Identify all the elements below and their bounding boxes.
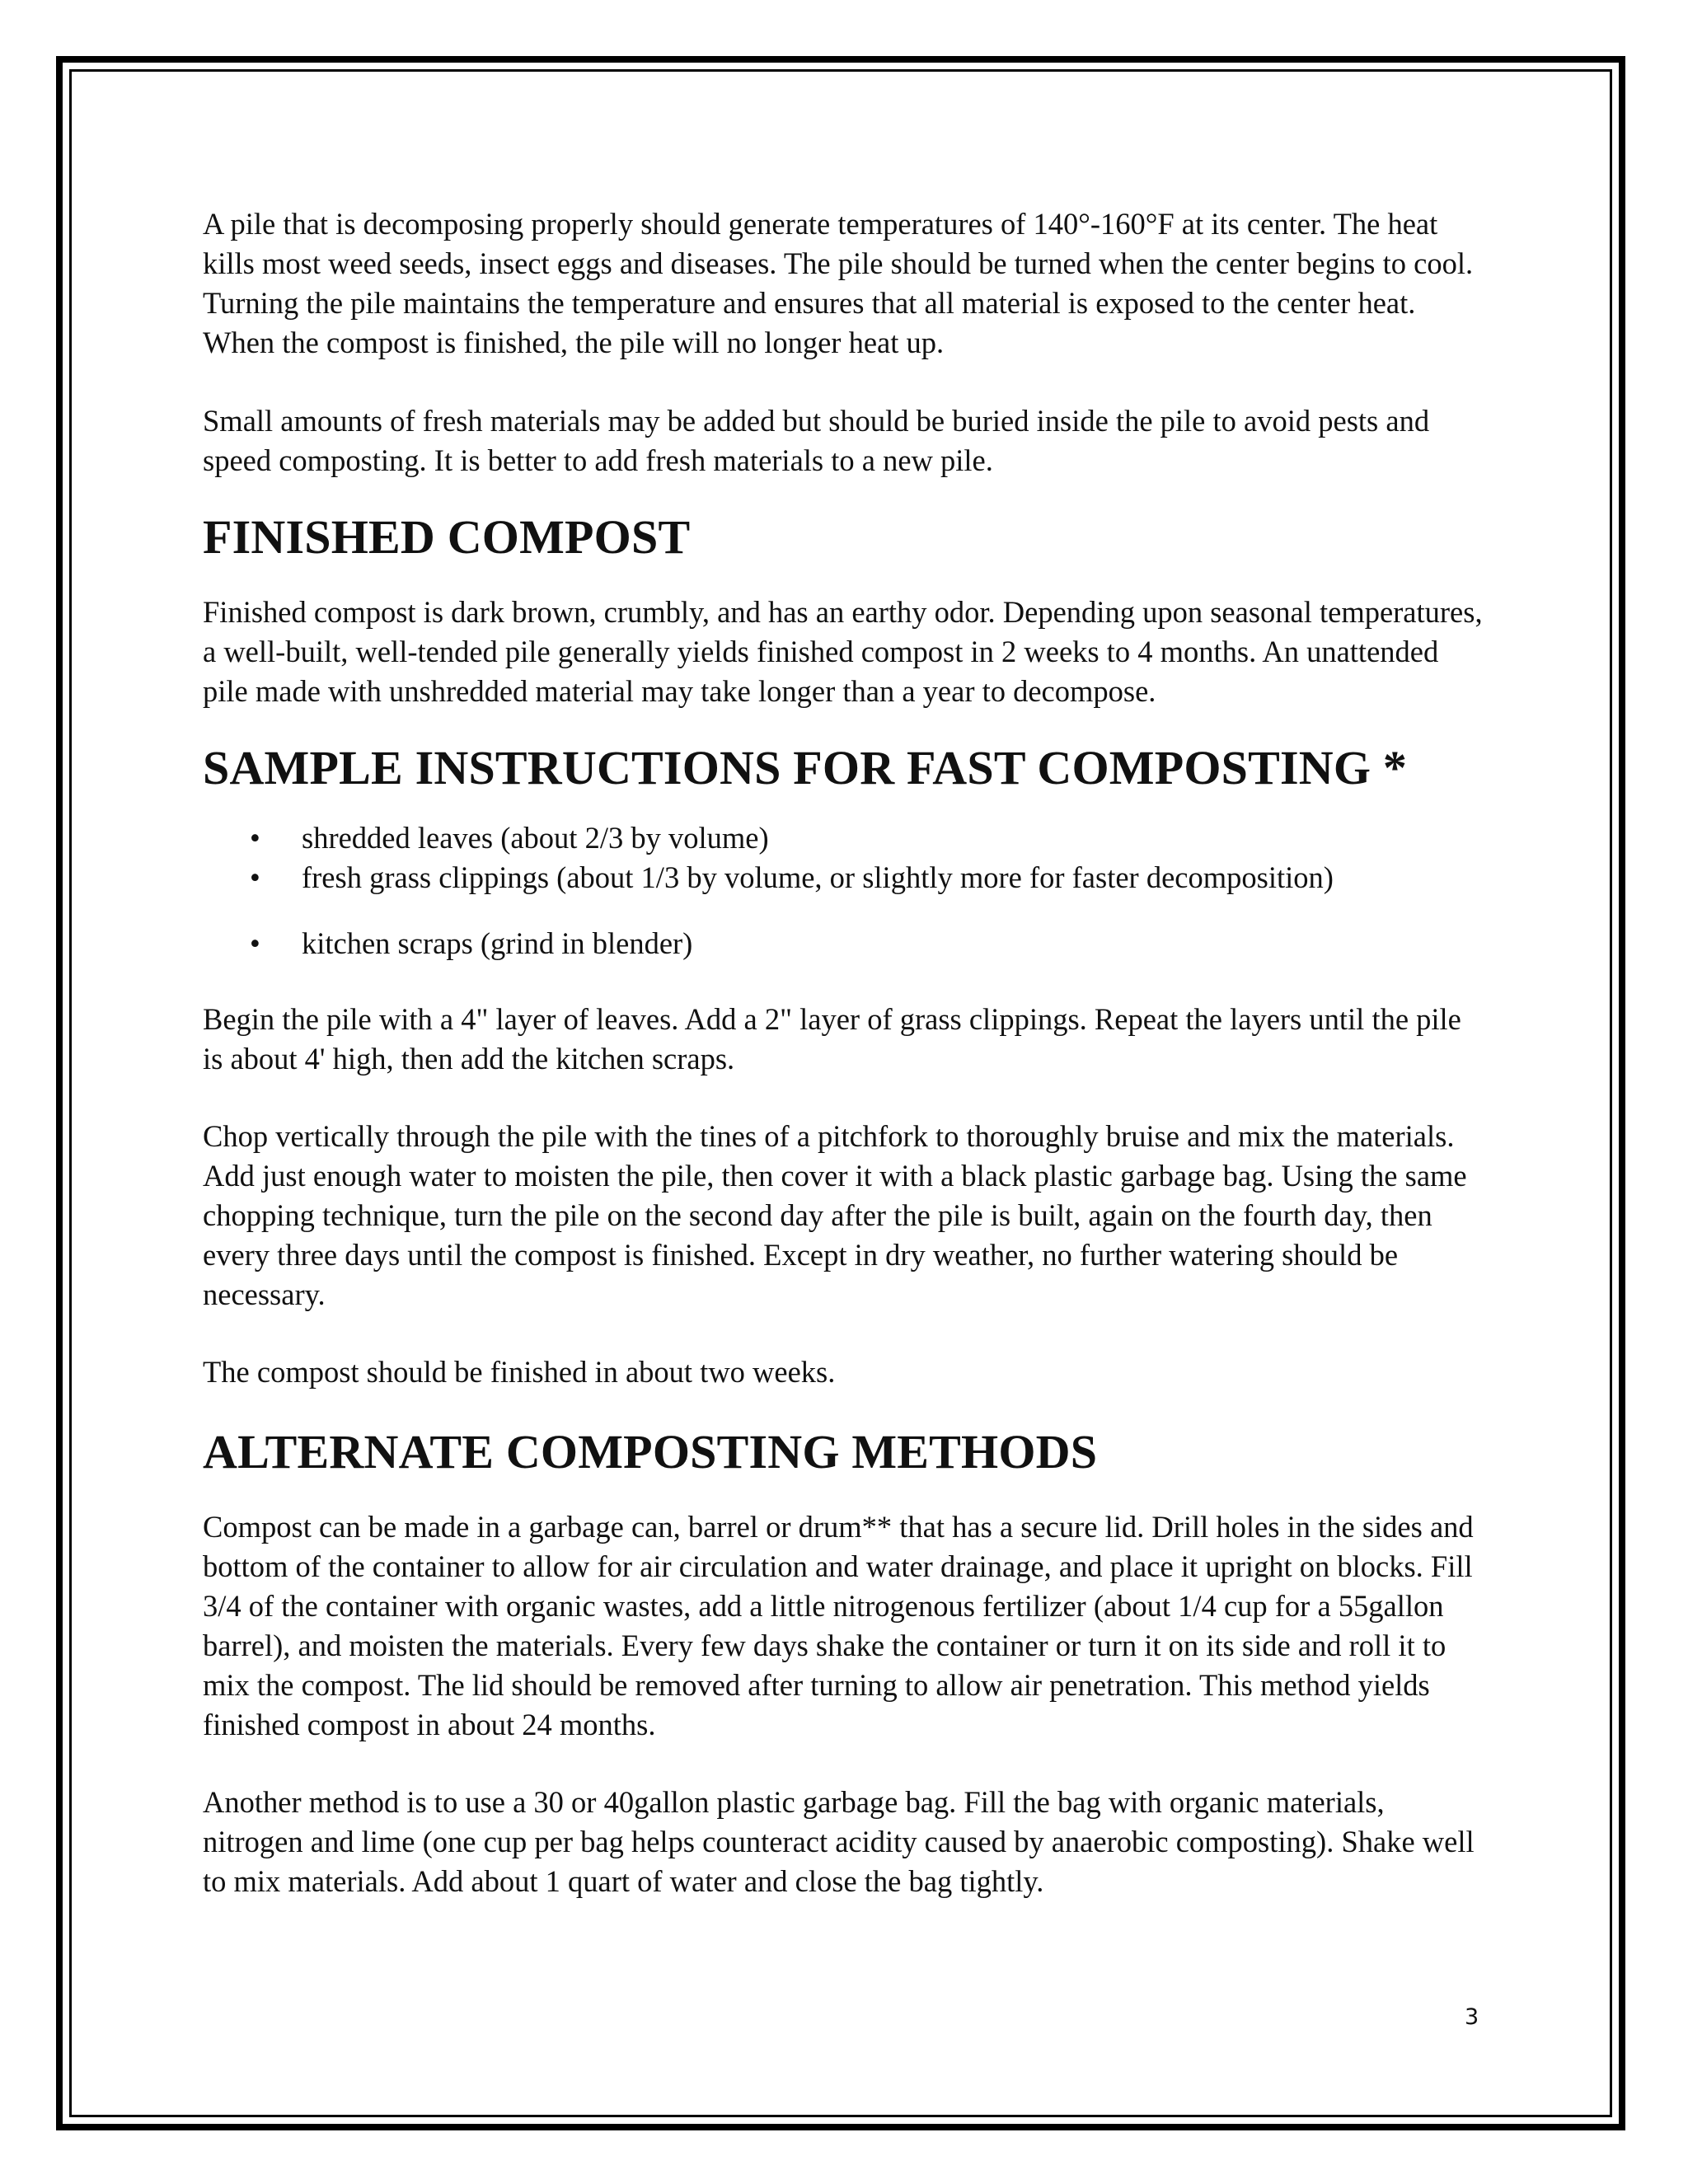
- paragraph-chop-pile: Chop vertically through the pile with the tines of a pitchfork to thoroughly bruise and mix the materials. Add just enough water to moisten the pile, then cover it with a black plastic garbage bag. Using the same chopping technique, turn the pile on the second day after the pile is built, again on the fourth day, then every three days until the compost is finished. Except in dry weather, no further watering should be necessary.: [203, 1119, 1467, 1311]
- bullet-list-materials: [203, 818, 1489, 963]
- heading-finished-compost: FINISHED COMPOST: [203, 510, 691, 564]
- list-item-text: kitchen scraps (grind in blender): [302, 926, 693, 960]
- page-number: 3: [1465, 2004, 1479, 2030]
- paragraph-garbage-can-method: Compost can be made in a garbage can, barrel or drum** that has a secure lid. Drill holes in the sides and bottom of the container to allow for air circulation and water drainage, and place it upright on blocks. Fill 3/4 of the container with organic wastes, add a little nitrogenous fertilizer (about 1/4 cup for a 55gallon barrel), and moisten the materials. Every few days shake the container or turn it on its side and roll it to mix the compost. The lid should be removed after turning to allow air penetration. This method yields finished compost in about 24 months.: [203, 1510, 1474, 1741]
- list-item-text: shredded leaves (about 2/3 by volume): [302, 821, 769, 855]
- paragraph-two-weeks: The compost should be finished in about two weeks.: [203, 1355, 836, 1389]
- bullet-icon: •: [250, 821, 260, 855]
- bullet-icon: •: [250, 860, 260, 894]
- document-body: [203, 204, 1489, 1901]
- paragraph-begin-pile: Begin the pile with a 4" layer of leaves. Add a 2" layer of grass clippings. Repeat the layers until the pile is about 4' high, then add the kitchen scraps.: [203, 1002, 1461, 1076]
- paragraph-finished-compost: Finished compost is dark brown, crumbly, and has an earthy odor. Depending upon seasonal temperatures, a well-built, well-tended pile generally yields finished compost in 2 weeks to 4 months. An unattended pile made with unshredded material may take longer than a year to decompose.: [203, 595, 1483, 708]
- list-item-text: fresh grass clippings (about 1/3 by volume, or slightly more for faster decomposition): [302, 860, 1334, 894]
- paragraph-garbage-bag-method: Another method is to use a 30 or 40gallon plastic garbage bag. Fill the bag with organic materials, nitrogen and lime (one cup per bag helps counteract acidity caused by anaerobic composting). Shake well to mix materials. Add about 1 quart of water and close the bag tightly.: [203, 1785, 1475, 1898]
- list-item: [203, 818, 1489, 858]
- paragraph-temperature: A pile that is decomposing properly should generate temperatures of 140°-160°F at its center. The heat kills most weed seeds, insect eggs and diseases. The pile should be turned when the center begins to cool. Turning the pile maintains the temperature and ensures that all material is exposed to the center heat. When the compost is finished, the pile will no longer heat up.: [203, 207, 1474, 359]
- bullet-icon: •: [250, 926, 260, 960]
- list-item: [203, 858, 1489, 898]
- heading-alternate-methods: ALTERNATE COMPOSTING METHODS: [203, 1425, 1098, 1479]
- paragraph-fresh-materials: Small amounts of fresh materials may be added but should be buried inside the pile to avoid pests and speed composting. It is better to add fresh materials to a new pile.: [203, 404, 1430, 477]
- list-item: [203, 924, 1489, 963]
- heading-sample-instructions: SAMPLE INSTRUCTIONS FOR FAST COMPOSTING *: [203, 741, 1408, 794]
